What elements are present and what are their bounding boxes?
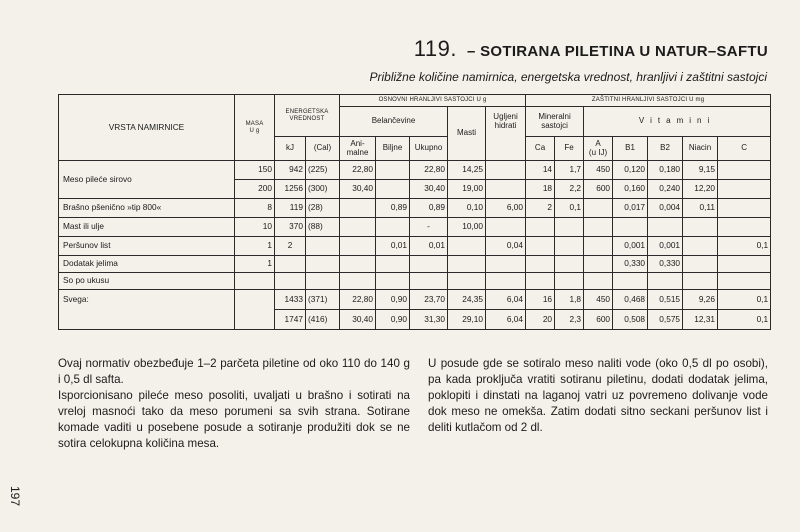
cell-b2: 0,515 — [648, 290, 683, 310]
vitamin-b1-header: B1 — [613, 137, 648, 161]
cell-b1: 0,017 — [613, 199, 648, 218]
cell-ani — [340, 273, 376, 290]
cell-kj: 1747 — [275, 310, 306, 330]
paragraph: Ovaj normativ obezbeđuje 1–2 parčeta piletine od oko 110 do 140 g i 0,5 dl safta. — [58, 357, 410, 386]
vitamin-b2-header: B2 — [648, 137, 683, 161]
table-row — [59, 273, 771, 290]
cell-b2: 0,330 — [648, 256, 683, 273]
cell-masa — [235, 273, 275, 290]
row-name: Mast ili ulje — [59, 218, 235, 237]
cell-kj: 1256 — [275, 180, 306, 199]
cell-ugl: 0,04 — [486, 237, 526, 256]
cell-cal: (28) — [306, 199, 340, 218]
cell-fe — [555, 218, 584, 237]
cell-a — [584, 218, 613, 237]
cell-b2 — [648, 218, 683, 237]
cell-c — [718, 199, 771, 218]
cell-masa: 8 — [235, 199, 275, 218]
totals-row — [59, 290, 771, 310]
instructions-left — [58, 356, 410, 452]
cell-cal: (416) — [306, 310, 340, 330]
cell-niacin — [683, 273, 718, 290]
cell-fe: 1,7 — [555, 161, 584, 180]
col-vrsta-header: VRSTA NAMIRNICE — [59, 95, 235, 161]
cell-uk — [410, 256, 448, 273]
cell-ca — [526, 218, 555, 237]
cell-niacin: 12,31 — [683, 310, 718, 330]
cell-masti — [448, 273, 486, 290]
cell-ani — [340, 237, 376, 256]
cell-c: 0,1 — [718, 237, 771, 256]
cell-uk: 23,70 — [410, 290, 448, 310]
cell-uk: - — [410, 218, 448, 237]
col-masa-header: MASA U g — [235, 95, 275, 161]
cell-kj: 2 — [275, 237, 306, 256]
col-energy-header: ENERGETSKA VREDNOST — [275, 95, 340, 137]
cell-cal — [306, 256, 340, 273]
paragraph: U posude gde se sotiralo meso naliti vode (oko 0,5 dl po osobi), pa kada proključa vratiti sotiranu piletinu, dodati dodatak jelima, poklopiti i dinstati na laganoj vatri uz povremeno dolivanje vode dok meso ne omekša. Zatim dodati sitno seckani peršunov list i deliti kutlačom od 2 dl. — [428, 357, 768, 434]
cell-ugl — [486, 180, 526, 199]
cell-ugl: 6,00 — [486, 199, 526, 218]
cell-kj — [275, 256, 306, 273]
cell-masa: 10 — [235, 218, 275, 237]
cell-ugl: 6,04 — [486, 290, 526, 310]
cell-fe: 2,2 — [555, 180, 584, 199]
header-row-1 — [59, 95, 771, 107]
table-row — [59, 161, 771, 180]
cell-ani: 22,80 — [340, 290, 376, 310]
cell-masa: 150 — [235, 161, 275, 180]
plant-header: Biljne — [376, 137, 410, 161]
cell-ani — [340, 218, 376, 237]
cell-masti: 0,10 — [448, 199, 486, 218]
cell-cal: (300) — [306, 180, 340, 199]
cell-fe — [555, 237, 584, 256]
cell-uk: 22,80 — [410, 161, 448, 180]
cell-bilj — [376, 273, 410, 290]
instructions-right — [428, 356, 768, 436]
cell-ca: 16 — [526, 290, 555, 310]
cell-bilj — [376, 180, 410, 199]
animal-header: Ani- malne — [340, 137, 376, 161]
cell-ugl — [486, 218, 526, 237]
cell-masa: 200 — [235, 180, 275, 199]
vitamins-header: Vitamini — [584, 107, 771, 137]
cell-uk — [410, 273, 448, 290]
cell-c: 0,1 — [718, 310, 771, 330]
cell-uk: 30,40 — [410, 180, 448, 199]
nutrition-table — [58, 94, 771, 330]
row-name: Dodatak jelima — [59, 256, 235, 273]
cell-niacin: 9,15 — [683, 161, 718, 180]
cell-ca — [526, 273, 555, 290]
cell-ca: 14 — [526, 161, 555, 180]
cell-b2: 0,180 — [648, 161, 683, 180]
cell-cal: (88) — [306, 218, 340, 237]
totals-label: Svega: — [59, 290, 235, 330]
cell-b2: 0,004 — [648, 199, 683, 218]
cell-b2: 0,575 — [648, 310, 683, 330]
carbs-header: Ugljeni hidrati — [486, 107, 526, 161]
cell-bilj: 0,89 — [376, 199, 410, 218]
cell-ugl — [486, 256, 526, 273]
cell-bilj: 0,90 — [376, 290, 410, 310]
cell-ca: 18 — [526, 180, 555, 199]
cell-niacin — [683, 256, 718, 273]
table-row — [59, 218, 771, 237]
table-subtitle: Približne količine namirnica, energetska vrednost, hranljivi i zaštitni sastojci — [369, 70, 767, 84]
cell-c — [718, 218, 771, 237]
minerals-header: Mineralni sastojci — [526, 107, 584, 137]
cell-ani — [340, 199, 376, 218]
row-name: So po ukusu — [59, 273, 235, 290]
cell-niacin: 9,26 — [683, 290, 718, 310]
cell-ani: 30,40 — [340, 180, 376, 199]
cell-masti: 10,00 — [448, 218, 486, 237]
cell-kj: 119 — [275, 199, 306, 218]
cell-b1: 0,001 — [613, 237, 648, 256]
cell-bilj — [376, 218, 410, 237]
cell-kj: 370 — [275, 218, 306, 237]
cell-ca — [526, 256, 555, 273]
cell-a — [584, 199, 613, 218]
cell-c — [718, 161, 771, 180]
cell-a: 600 — [584, 310, 613, 330]
cell-a: 450 — [584, 161, 613, 180]
cell-ca — [526, 237, 555, 256]
cell-a — [584, 273, 613, 290]
vitamin-a-header: A (u IJ) — [584, 137, 613, 161]
cell-ugl — [486, 273, 526, 290]
niacin-header: Niacin — [683, 137, 718, 161]
cell-masa: 1 — [235, 237, 275, 256]
cell-b1: 0,468 — [613, 290, 648, 310]
cell-niacin — [683, 218, 718, 237]
cell-a — [584, 237, 613, 256]
cell-b1: 0,120 — [613, 161, 648, 180]
recipe-name: – SOTIRANA PILETINA U NATUR–SAFTU — [466, 43, 768, 60]
cell-masti: 14,25 — [448, 161, 486, 180]
total-protein-header: Ukupno — [410, 137, 448, 161]
totals-masa — [235, 290, 275, 330]
cell-bilj — [376, 161, 410, 180]
cell-b1: 0,330 — [613, 256, 648, 273]
cell-cal: (225) — [306, 161, 340, 180]
ca-header: Ca — [526, 137, 555, 161]
cell-masti: 29,10 — [448, 310, 486, 330]
cell-masti — [448, 256, 486, 273]
row-name: Meso pileće sirovo — [59, 161, 235, 199]
cell-ca: 20 — [526, 310, 555, 330]
protective-nutrients-header: ZAŠTITNI HRANLJIVI SASTOJCI U mg — [526, 95, 771, 107]
cell-ca: 2 — [526, 199, 555, 218]
cell-kj: 942 — [275, 161, 306, 180]
cell-a — [584, 256, 613, 273]
cell-niacin — [683, 237, 718, 256]
cell-a: 450 — [584, 290, 613, 310]
proteins-header: Belančevine — [340, 107, 448, 137]
cell-uk: 0,01 — [410, 237, 448, 256]
cell-fe: 1,8 — [555, 290, 584, 310]
cell-c — [718, 273, 771, 290]
cell-bilj: 0,01 — [376, 237, 410, 256]
cell-b2: 0,001 — [648, 237, 683, 256]
cell-cal: (371) — [306, 290, 340, 310]
recipe-number: 119. — [413, 36, 457, 61]
cell-b1 — [613, 218, 648, 237]
cell-kj — [275, 273, 306, 290]
cell-niacin: 0,11 — [683, 199, 718, 218]
cell-cal — [306, 273, 340, 290]
cell-bilj — [376, 256, 410, 273]
cell-fe — [555, 256, 584, 273]
cell-niacin: 12,20 — [683, 180, 718, 199]
fats-header: Masti — [448, 107, 486, 161]
kj-header: kJ — [275, 137, 306, 161]
cell-fe: 2,3 — [555, 310, 584, 330]
cell-b1: 0,160 — [613, 180, 648, 199]
cell-b1 — [613, 273, 648, 290]
cell-b2 — [648, 273, 683, 290]
cell-masa: 1 — [235, 256, 275, 273]
cell-masti: 19,00 — [448, 180, 486, 199]
cell-fe — [555, 273, 584, 290]
cell-uk: 0,89 — [410, 199, 448, 218]
basic-nutrients-header: OSNOVNI HRANLJIVI SASTOJCI U g — [340, 95, 526, 107]
cell-masti: 24,35 — [448, 290, 486, 310]
row-name: Brašno pšenično »tip 800« — [59, 199, 235, 218]
cell-ani — [340, 256, 376, 273]
cell-masti — [448, 237, 486, 256]
page-number: 197 — [8, 486, 22, 507]
fe-header: Fe — [555, 137, 584, 161]
table-row — [59, 237, 771, 256]
cell-uk: 31,30 — [410, 310, 448, 330]
cell-bilj: 0,90 — [376, 310, 410, 330]
cell-a: 600 — [584, 180, 613, 199]
cell-c — [718, 256, 771, 273]
cell-ani: 30,40 — [340, 310, 376, 330]
cell-c — [718, 180, 771, 199]
cell-ugl: 6,04 — [486, 310, 526, 330]
table-row — [59, 256, 771, 273]
cell-ani: 22,80 — [340, 161, 376, 180]
cell-b1: 0,508 — [613, 310, 648, 330]
cell-kj: 1433 — [275, 290, 306, 310]
recipe-title — [0, 36, 768, 62]
row-name: Peršunov list — [59, 237, 235, 256]
cal-header: (Cal) — [306, 137, 340, 161]
cell-ugl — [486, 161, 526, 180]
paragraph: Isporcionisano pileće meso posoliti, uvaljati u brašno i sotirati na vreloj masnoći tako da meso porumeni sa svih strana. Sotirane komade vaditi u posebene posude a sotiranje produžiti dok se ne sotira celokupna količina mesa. — [58, 389, 410, 450]
cell-c: 0,1 — [718, 290, 771, 310]
table-row — [59, 199, 771, 218]
cell-fe: 0,1 — [555, 199, 584, 218]
vitamin-c-header: C — [718, 137, 771, 161]
cell-b2: 0,240 — [648, 180, 683, 199]
cell-cal — [306, 237, 340, 256]
